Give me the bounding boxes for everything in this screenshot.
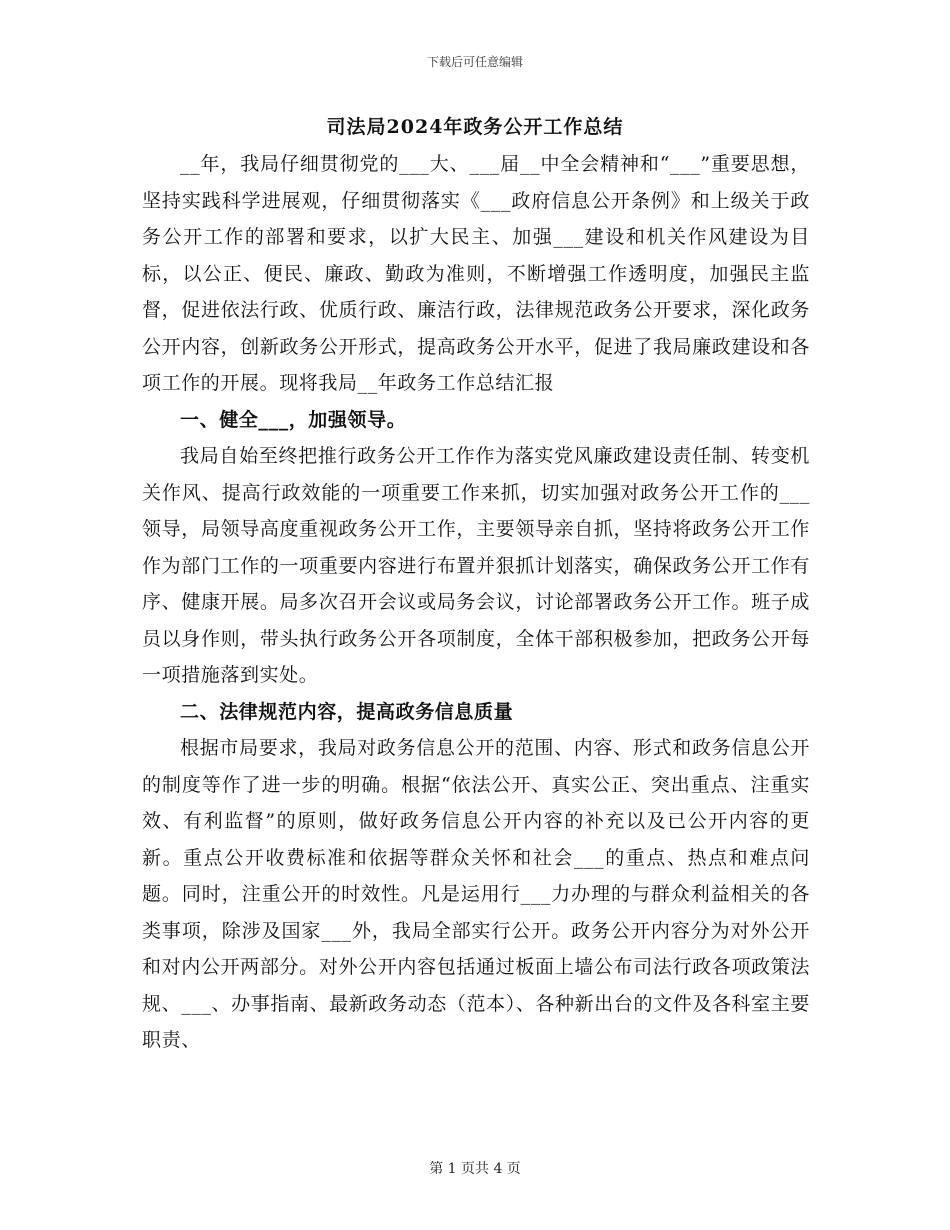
page-footer: 第 1 页共 4 页 <box>429 1161 521 1177</box>
document-title: 司法局2024年政务公开工作总结 <box>326 116 624 138</box>
section-body-2: 根据市局要求，我局对政务信息公开的范围、内容、形式和政务信息公开的制度等作了进一步的明确。根据“依法公开、真实公正、突出重点、注重实效、有利监督”的原则，做好政务信息公开内容的补充以及已公开内容的更新。重点公开收费标准和依据等群众关怀和社会___的重点、热点和难点问题。同时，注重公开的时效性。凡是运用行___力办理的与群众利益相关的各类事项，除涉及国家___外，我局全部实行公开。政务公开内容分为对外公开和对内公开两部分。对外公开内容包括通过板面上墙公布司法行政各项政策法规、___、办事指南、最新政务动态（范本）、各种新出台的文件及各科室主要职责、 <box>142 737 810 1051</box>
intro-paragraph: __年，我局仔细贯彻党的___大、___届__中全会精神和“___”重要思想，坚持实践科学进展观，仔细贯彻落实《___政府信息公开条例》和上级关于政务公开工作的部署和要求，以扩大民主、加强___建设和机关作风建设为目标，以公正、便民、廉政、勤政为准则，不断增强工作透明度，加强民主监督，促进依法行政、优质行政、廉洁行政，法律规范政务公开要求，深化政务公开内容，创新政务公开形式，提高政务公开水平，促进了我局廉政建设和各项工作的开展。现将我局__年政务工作总结汇报 <box>142 153 810 394</box>
document-body <box>142 146 810 1059</box>
header-note: 下载后可任意编辑 <box>426 55 523 69</box>
section-heading-1: 一、健全___，加强领导。 <box>180 408 407 431</box>
section-body-1: 我局自始至终把推行政务公开工作作为落实党风廉政建设责任制、转变机关作风、提高行政效能的一项重要工作来抓，切实加强对政务公开工作的___领导，局领导高度重视政务公开工作，主要领导亲自抓，坚持将政务公开工作作为部门工作的一项重要内容进行布置并狠抓计划落实，确保政务公开工作有序、健康开展。局多次召开会议或局务会议，讨论部署政务公开工作。班子成员以身作则，带头执行政务公开各项制度，全体干部积极参加，把政务公开每一项措施落到实处。 <box>142 445 810 686</box>
section-heading-2: 二、法律规范内容，提高政务信息质量 <box>180 700 514 723</box>
